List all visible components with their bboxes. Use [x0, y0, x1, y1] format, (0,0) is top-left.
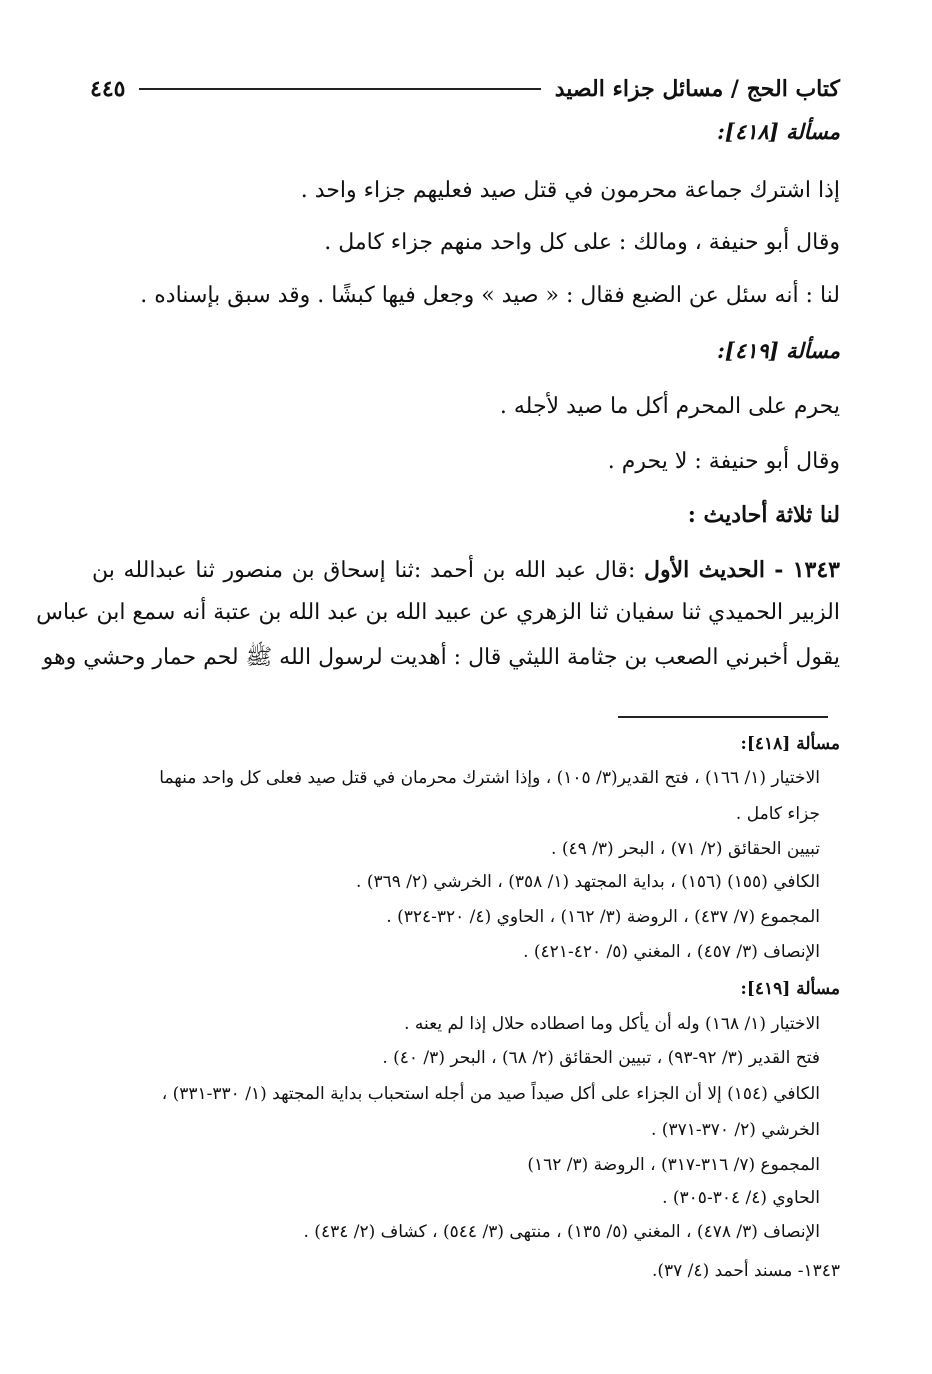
footnote-418-line-2: جزاء كامل . — [735, 804, 820, 824]
footnote-418-heading: مسألة [٤١٨]: — [740, 734, 840, 754]
body-line-2: وقال أبو حنيفة ، ومالك : على كل واحد منهم جزاء كامل . — [324, 230, 840, 255]
footnote-419-line-3: الكافي (١٥٤) إلا أن الجزاء على أكل صيداً صيد من أجله استحباب بداية المجتهد (١/ ٣٣٠-٣٣١) ، — [161, 1084, 820, 1104]
footnote-1343: ١٣٤٣- مسند أحمد (٤/ ٣٧). — [651, 1261, 840, 1281]
hadith-line-2: الزبير الحميدي ثنا سفيان ثنا الزهري عن عبيد الله بن عبد الله بن عتبة أنه سمع ابن عباس — [36, 600, 840, 625]
issue-418-heading: مسألة [٤١٨]: — [717, 119, 840, 144]
footnote-419-line-7: الإنصاف (٣/ ٤٧٨) ، المغني (٥/ ١٣٥) ، منتهى (٣/ ٥٤٤) ، كشاف (٢/ ٤٣٤) . — [303, 1222, 820, 1242]
footnote-418-line-6: الإنصاف (٣/ ٤٥٧) ، المغني (٥/ ٤٢٠-٤٢١) . — [523, 942, 820, 962]
footnote-418-line-5: المجموع (٧/ ٤٣٧) ، الروضة (٣/ ١٦٢) ، الحاوي (٤/ ٣٢٠-٣٢٤) . — [386, 907, 820, 927]
hadith-line-1-rest: :قال عبد الله بن أحمد :ثنا إسحاق بن منصور ثنا عبدالله بن — [92, 558, 645, 583]
footnote-separator — [618, 716, 828, 718]
footnote-419-heading: مسألة [٤١٩]: — [740, 979, 840, 999]
footnote-418-line-1: الاختيار (١/ ١٦٦) ، فتح القدير(٣/ ١٠٥) ، وإذا اشترك محرمان في قتل صيد فعلى كل واحد منهما — [159, 768, 820, 788]
page-header — [90, 72, 840, 106]
body-line-5: وقال أبو حنيفة : لا يحرم . — [607, 449, 840, 474]
header-rule — [139, 88, 540, 90]
body-line-6: لنا ثلاثة أحاديث : — [687, 502, 840, 528]
issue-419-heading: مسألة [٤١٩]: — [717, 338, 840, 363]
page-number: ٤٤٥ — [90, 76, 126, 102]
body-line-3: لنا : أنه سئل عن الضبع فقال : « صيد » وجعل فيها كبشًا . وقد سبق بإسناده . — [140, 283, 840, 308]
hadith-number: ١٣٤٣ - الحديث الأول — [644, 557, 840, 583]
footnote-418-line-4: الكافي (١٥٥) (١٥٦) ، بداية المجتهد (١/ ٣٥٨) ، الخرشي (٢/ ٣٦٩) . — [356, 872, 820, 892]
hadith-line-3: يقول أخبرني الصعب بن جثامة الليثي قال : أهديت لرسول الله ﷺ لحم حمار وحشي وهو — [42, 645, 840, 670]
footnote-419-line-1: الاختيار (١/ ١٦٨) وله أن يأكل وما اصطاده حلال إذا لم يعنه . — [404, 1014, 820, 1034]
running-title: كتاب الحج / مسائل جزاء الصيد — [554, 76, 840, 102]
footnote-418-line-3: تبيين الحقائق (٢/ ٧١) ، البحر (٣/ ٤٩) . — [551, 839, 820, 859]
footnote-419-line-6: الحاوي (٤/ ٣٠٤-٣٠٥) . — [662, 1188, 820, 1208]
body-line-1: إذا اشترك جماعة محرمون في قتل صيد فعليهم جزاء واحد . — [300, 178, 840, 203]
hadith-line-1 — [92, 555, 840, 586]
body-line-4: يحرم على المحرم أكل ما صيد لأجله . — [499, 394, 840, 419]
footnote-419-line-5: المجموع (٧/ ٣١٦-٣١٧) ، الروضة (٣/ ١٦٢) — [527, 1155, 820, 1175]
footnote-419-line-4: الخرشي (٢/ ٣٧٠-٣٧١) . — [650, 1120, 820, 1140]
footnote-419-line-2: فتح القدير (٣/ ٩٢-٩٣) ، تبيين الحقائق (٢/ ٦٨) ، البحر (٣/ ٤٠) . — [382, 1048, 820, 1068]
